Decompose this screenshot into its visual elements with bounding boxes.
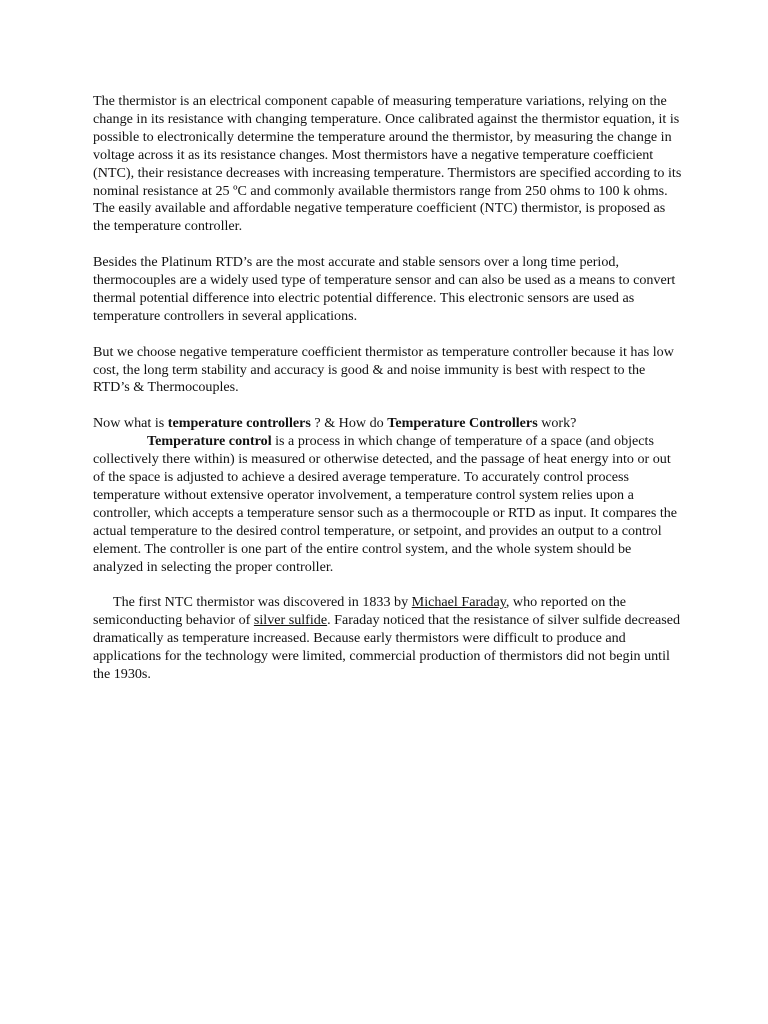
question-bold-1: temperature controllers [167,415,311,432]
link-silver-sulfide[interactable]: silver sulfide [253,612,328,629]
document-body [93,93,683,702]
definition-term: Temperature control [147,433,272,450]
paragraph-platinum-rtd: Besides the Platinum RTD’s are the most accurate and stable sensors over a long time period, thermocouples are a widely used type of temperature sensor and can also be used as a means to convert thermal potential difference into electric potential difference. This electronic sensors are used as temperature controllers in several applications. [93,254,676,324]
question-text-2: ? & How do [310,415,388,432]
history-text-3: . Faraday noticed that the resistance of silver sulfide decreased dramatically as temperature increased. Because early thermistors were difficult to produce and applications for the technology were limited, commercial production of thermistors did not begin until the 1930s. [93,612,681,682]
history-text-1: The first NTC thermistor was discovered in 1833 by [113,594,412,611]
question-bold-2: Temperature Controllers [387,415,538,432]
paragraph-temperature-control [93,433,683,576]
question-text-1: Now what is [93,415,168,432]
paragraph-ntc-choice: But we choose negative temperature coefficient thermistor as temperature controller because it has low cost, the long term stability and accuracy is good & and noise immunity is best with respect to the RTD’s & Thermocouples. [93,343,674,396]
paragraph-thermistor-intro: The thermistor is an electrical component capable of measuring temperature variations, relying on the change in its resistance with changing temperature. Once calibrated against the thermistor equation, it is possible to electronically determine the temperature around the thermistor, by measuring the change in voltage across it as its resistance changes. Most thermistors have a negative temperature coefficient (NTC), their resistance decreases with increasing temperature. Thermistors are specified according to its nominal resistance at 25 ºC and commonly available thermistors range from 250 ohms to 100 k ohms. The easily available and affordable negative temperature coefficient (NTC) thermistor, is proposed as the temperature controller. [93,93,682,235]
link-michael-faraday[interactable]: Michael Faraday [411,594,506,611]
paragraph-question [93,415,683,433]
question-text-3: work? [537,415,577,432]
paragraph-history [93,594,683,684]
history-text-2: , who reported on the semiconducting behavior of [93,594,626,629]
definition-text: is a process in which change of temperature of a space (and objects collectively there within) is measured or otherwise detected, and the passage of heat energy into or out of the space is adjusted to achieve a desired average temperature. To accurately control process temperature without extensive operator involvement, a temperature control system relies upon a controller, which accepts a temperature sensor such as a thermocouple or RTD as input. It compares the actual temperature to the desired control temperature, or setpoint, and provides an output to a control element. The controller is one part of the entire control system, and the whole system should be analyzed in selecting the proper controller. [93,433,678,575]
